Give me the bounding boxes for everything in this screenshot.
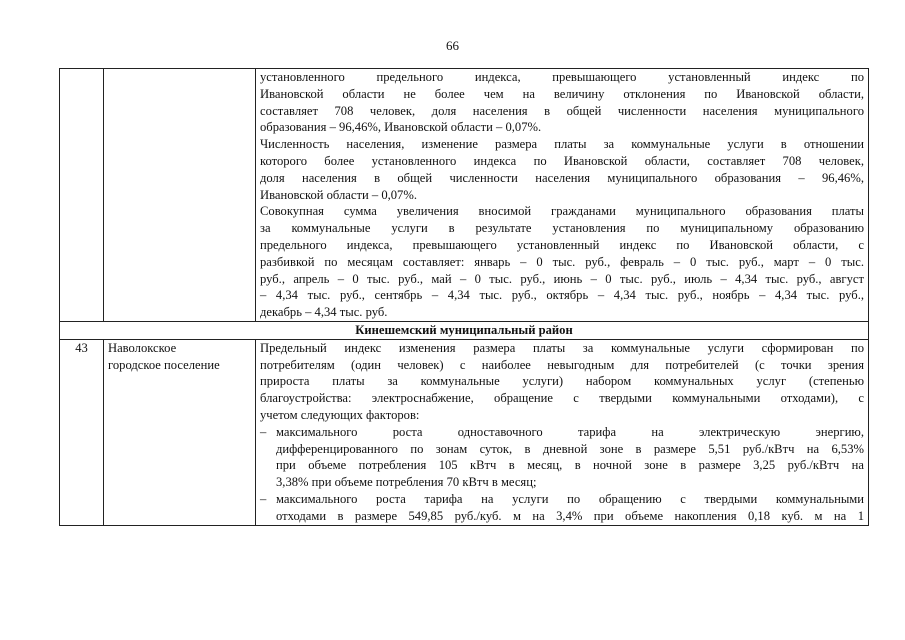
text-line: предельного индекса, превышающего установленный индекс по Ивановской области, с bbox=[260, 237, 864, 252]
settlement-cell bbox=[104, 69, 256, 322]
settlement-name-line: Наволокское bbox=[108, 340, 177, 355]
text-line: Ивановской области – 0,07%. bbox=[260, 187, 417, 202]
bullet-electricity bbox=[260, 424, 864, 491]
text-line: Предельный индекс изменения размера платы за коммунальные услуги сформирован по bbox=[260, 340, 864, 355]
text-line: благоустройства: электроснабжение, обращение с твердыми коммунальными отходами), с bbox=[260, 391, 864, 406]
description-cell bbox=[256, 69, 869, 322]
text-line: при объеме потребления 105 кВтч в месяц, в ночной зоне в размере 3,25 руб./кВтч на bbox=[276, 458, 864, 473]
bullet-text: максимального роста тарифа на услуги по обращению с твердыми коммунальными bbox=[276, 491, 864, 506]
bullet-solid-waste bbox=[260, 491, 864, 525]
region-title: Кинешемский муниципальный район bbox=[60, 321, 869, 339]
text-line: потребителям (один человек) с наиболее невыгодным для потребителей (с точки зрения bbox=[260, 357, 864, 372]
settlement-cell bbox=[104, 339, 256, 525]
row-number-cell bbox=[60, 69, 104, 322]
text-line: декабрь – 4,34 тыс. руб. bbox=[260, 305, 388, 320]
dash-marker: – bbox=[260, 491, 267, 506]
text-line: Численность населения, изменение размера платы за коммунальные услуги в отношении bbox=[260, 137, 864, 152]
table-row bbox=[60, 69, 869, 322]
text-line: прироста платы за коммунальные услуги) набором коммунальных услуг (степенью bbox=[260, 374, 864, 389]
settlement-name-line: городское поселение bbox=[108, 357, 220, 372]
dash-marker: – bbox=[260, 424, 267, 439]
text-line: за коммунальные услуги в результате установления по муниципальному образованию bbox=[260, 221, 864, 236]
text-line: руб., апрель – 0 тыс. руб., май – 0 тыс. руб., июнь – 0 тыс. руб., июль – 4,34 тыс. руб., август bbox=[260, 271, 864, 286]
text-line: дифференцированного по зонам суток, в дневной зоне в размере 5,51 руб./кВтч на 6,53% bbox=[276, 441, 864, 456]
text-line bbox=[260, 491, 864, 508]
paragraph-total-sum bbox=[260, 203, 864, 321]
table-row bbox=[60, 339, 869, 525]
text-line: разбивкой по месяцам составляет: январь – 0 тыс. руб., февраль – 0 тыс. руб., март – 0 тыс. bbox=[260, 254, 864, 269]
text-line: 3,38% при объеме потребления 70 кВтч в месяц; bbox=[276, 475, 537, 490]
text-line: которого более установленного индекса по Ивановской области, составляет 708 человек, bbox=[260, 153, 864, 168]
text-line: Ивановской области не более чем на величину отклонения по Ивановской области, bbox=[260, 86, 864, 101]
region-header-row bbox=[60, 321, 869, 339]
row-number-cell: 43 bbox=[60, 339, 104, 525]
text-line: – 4,34 тыс. руб., сентябрь – 4,34 тыс. руб., октябрь – 4,34 тыс. руб., ноябрь – 4,34 тыс. руб., bbox=[260, 288, 864, 303]
text-line: доля населения в общей численности населения муниципального образования – 96,46%, bbox=[260, 170, 864, 185]
text-line: Совокупная сумма увеличения вносимой гражданами муниципального образования платы bbox=[260, 204, 864, 219]
text-line: отходами в размере 549,85 руб./куб. м на 3,4% при объеме накопления 0,18 куб. м на 1 bbox=[276, 508, 864, 523]
description-cell bbox=[256, 339, 869, 525]
text-line: составляет 708 человек, доля населения в общей численности населения муниципального bbox=[260, 103, 864, 118]
text-line: учетом следующих факторов: bbox=[260, 407, 420, 422]
paragraph-population bbox=[260, 136, 864, 203]
paragraph-deviation bbox=[260, 69, 864, 136]
text-line bbox=[260, 424, 864, 441]
bullet-text: максимального роста одноставочного тарифа на электрическую энергию, bbox=[276, 424, 864, 439]
paragraph-intro bbox=[260, 340, 864, 424]
document-table bbox=[59, 68, 869, 526]
page-number: 66 bbox=[446, 38, 459, 53]
text-line: образования – 96,46%, Ивановской области – 0,07%. bbox=[260, 120, 542, 135]
text-line: установленного предельного индекса, превышающего установленный индекс по bbox=[260, 70, 864, 84]
